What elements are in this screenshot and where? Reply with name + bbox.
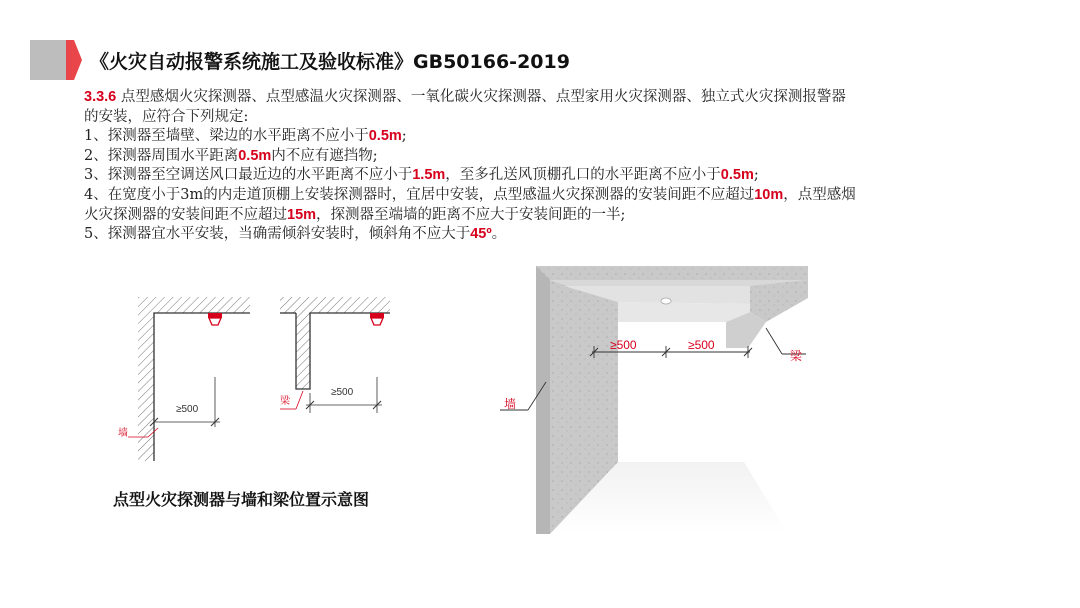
- page-title: 《火灾自动报警系统施工及验收标准》GB50166-2019: [90, 51, 570, 73]
- dimension-label: ≥500: [610, 338, 637, 352]
- wall-section: [118, 297, 250, 461]
- wall-beam-section-diagram: [100, 285, 400, 470]
- diagram-caption: 点型火灾探测器与墙和梁位置示意图: [113, 490, 370, 509]
- wall-label: 墙: [504, 397, 517, 411]
- beam-section: [280, 297, 390, 413]
- rule-item-5: 5、探测器宜水平安装，当确需倾斜安装时，倾斜角不应大于45º。: [84, 226, 507, 243]
- rules-text: 3.3.6 点型感烟火灾探测器、点型感温火灾探测器、一氧化碳火灾探测器、点型家用火灾探测器、独立式火灾探测报警器 的安装，应符合下列规定: 1、探测器至墙壁、梁边的水平距离不应小于0.5m; 2、探测器周围水平距离0.5m内不应有遮挡物; 3、探测器至空调送风口最近边的水平距离不应小于1.5m，至多孔送风顶棚孔口的水平距离不应小于0.5m; 4、在宽度小于3m的内走道顶棚上安装探测器时，宜居中安装，点型感温火灾探测器的安装间距不应超过10m，点型感烟 火灾探测器的安装间距不应超过15m，探测器至端墙的距离不应大于安装间距的一半; 5、探测器宜水平安装，当确需倾斜安装时，倾斜角不应大于45º。: [84, 88, 984, 245]
- title-accent-block: [30, 40, 82, 80]
- dimension-label: ≥500: [331, 387, 354, 398]
- rule-item-4: 4、在宽度小于3m的内走道顶棚上安装探测器时，宜居中安装，点型感温火灾探测器的安装间距不应超过10m，点型感烟: [84, 186, 856, 203]
- beam-label: 梁: [790, 349, 803, 363]
- beam-label: 梁: [280, 396, 290, 407]
- detector-icon: [370, 313, 384, 325]
- rule-item-4-cont: 火灾探测器的安装间距不应超过15m，探测器至端墙的距离不应大于安装间距的一半;: [84, 206, 626, 223]
- rule-item-1: 1、探测器至墙壁、梁边的水平距离不应小于0.5m;: [84, 128, 407, 145]
- room-3d-diagram: [488, 262, 808, 542]
- rule-item-2: 2、探测器周围水平距离0.5m内不应有遮挡物;: [84, 147, 378, 164]
- dimension-label: ≥500: [688, 338, 715, 352]
- detector-icon: [208, 313, 222, 325]
- rule-item-3: 3、探测器至空调送风口最近边的水平距离不应小于1.5m，至多孔送风顶棚孔口的水平距离不应小于0.5m;: [84, 167, 759, 184]
- rule-intro: 3.3.6 点型感烟火灾探测器、点型感温火灾探测器、一氧化碳火灾探测器、点型家用火灾探测器、独立式火灾探测报警器: [84, 89, 846, 105]
- detector-icon: [661, 298, 671, 304]
- wall-label: 墙: [118, 428, 128, 439]
- clause-number: 3.3.6: [84, 89, 117, 105]
- dimension-label: ≥500: [176, 404, 199, 415]
